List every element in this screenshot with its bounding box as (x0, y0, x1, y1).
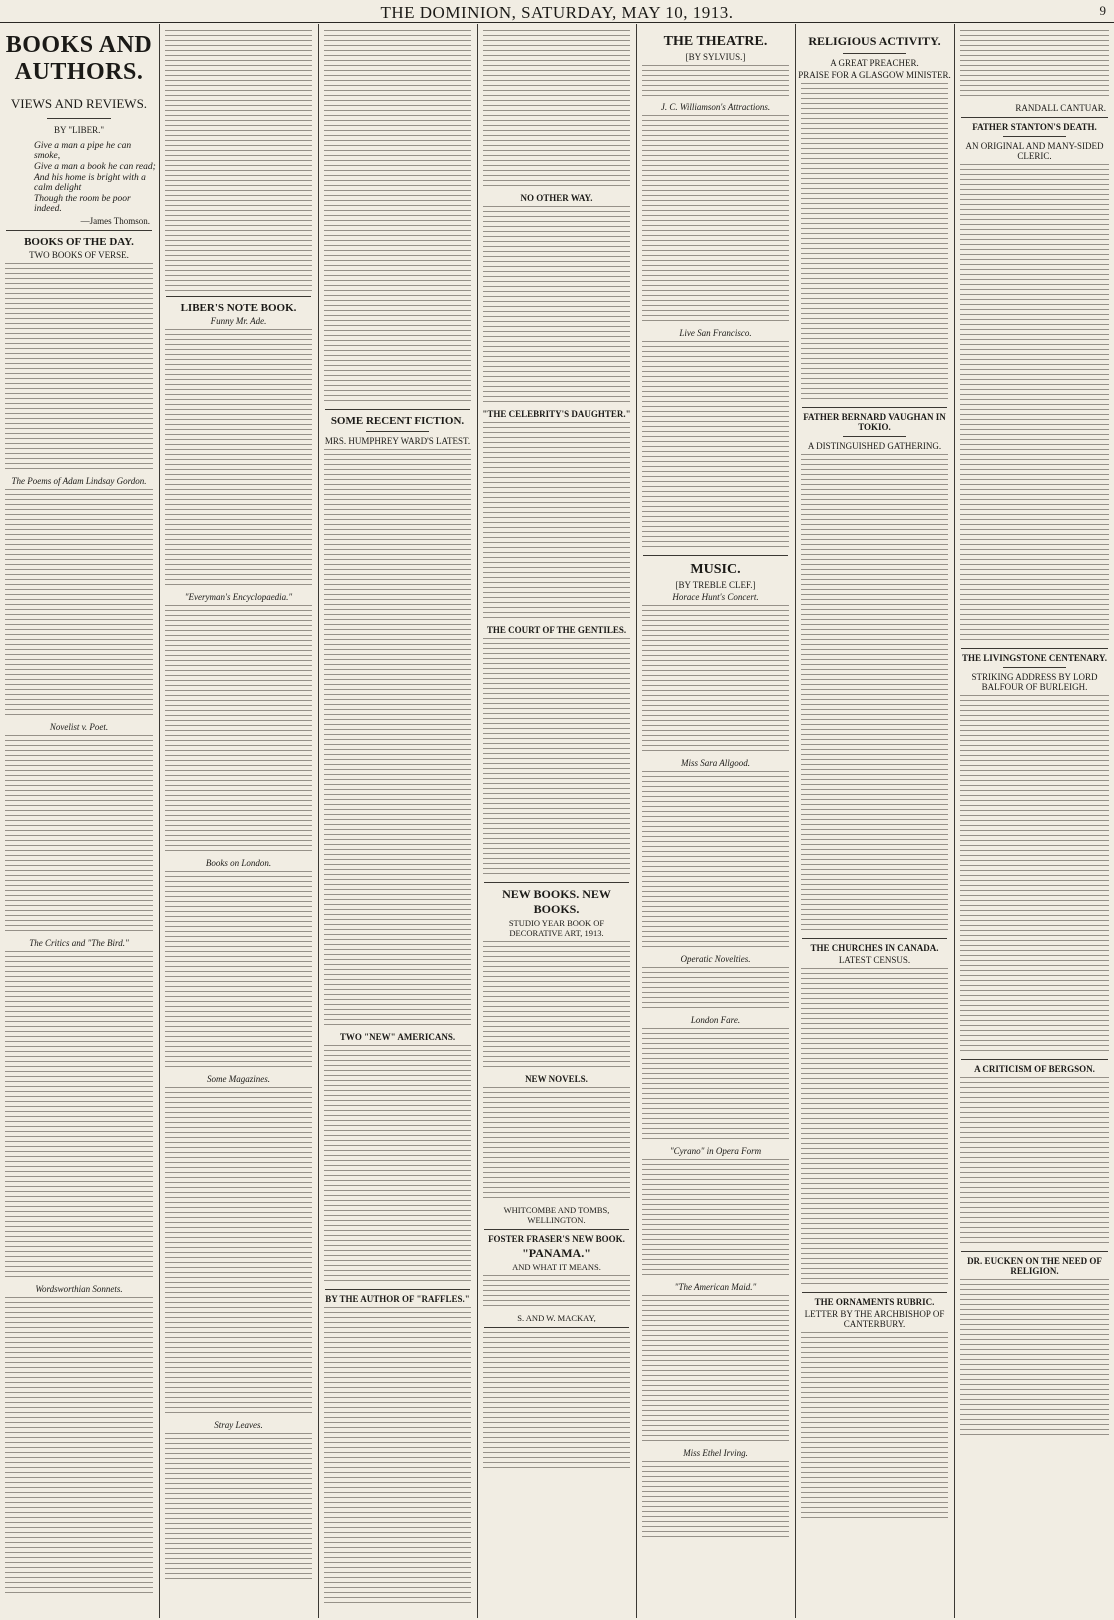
section-title: SOME RECENT FICTION. (330, 415, 465, 427)
subheading: Operatic Novelties. (680, 954, 751, 964)
ad-publisher: S. AND W. MACKAY, (517, 1313, 596, 1323)
subheading: Miss Sara Allgood. (680, 758, 751, 768)
subheading: Live San Francisco. (679, 328, 752, 338)
section-subheading: VIEWS AND REVIEWS. (10, 96, 148, 111)
article-body (483, 638, 630, 878)
article-body (483, 206, 630, 406)
article-body (801, 1332, 948, 1522)
subheading: The Poems of Adam Lindsay Gordon. (11, 476, 147, 486)
ad-body (483, 1087, 630, 1202)
epigraph-poem (0, 141, 158, 214)
subheading: THE COURT OF THE GENTILES. (486, 625, 627, 635)
subheading: LETTER BY THE ARCHBISHOP OF CANTERBURY. (804, 1309, 945, 1329)
subheading: LATEST CENSUS. (838, 955, 911, 965)
article-body (801, 83, 948, 403)
article-body (483, 422, 630, 622)
subheading: The Critics and "The Bird." (29, 938, 129, 948)
subheading: A GREAT PREACHER. (830, 58, 919, 68)
section-sub: TWO BOOKS OF VERSE. (29, 250, 129, 260)
subheading: "The American Maid." (674, 1282, 757, 1292)
article-body (165, 871, 312, 1071)
column-1 (0, 24, 158, 1618)
article-body (483, 30, 630, 190)
subheading: THE CHURCHES IN CANADA. (810, 943, 939, 953)
poem-attribution: —James Thomson. (80, 216, 150, 226)
section-heading: BOOKS AND AUTHORS. (5, 32, 153, 85)
article-body (5, 489, 153, 719)
byline: [BY SYLVIUS.] (685, 52, 746, 62)
section-title: THE THEATRE. (663, 34, 768, 49)
subheading: London Fare. (690, 1015, 741, 1025)
article-body (5, 735, 153, 935)
subheading: "Everyman's Encyclopaedia." (184, 592, 293, 602)
signature-attribution: RANDALL CANTUAR. (1015, 103, 1106, 113)
article-body (801, 968, 948, 1288)
column-7 (955, 24, 1114, 1618)
subheading: NO OTHER WAY. (520, 193, 593, 203)
ad-subheader: NEW NOVELS. (525, 1074, 588, 1084)
poem-line: And his home is bright with a calm delight (34, 173, 146, 193)
subheading: Funny Mr. Ade. (210, 316, 267, 326)
article-body (642, 771, 789, 951)
article-body (165, 329, 312, 589)
ad-publisher: WHITCOMBE AND TOMBS, WELLINGTON. (503, 1205, 610, 1225)
article-body (324, 1045, 471, 1285)
article-body (642, 967, 789, 1012)
article-body (165, 30, 312, 292)
ad-header: NEW BOOKS. NEW BOOKS. (502, 887, 611, 916)
subheading: STRIKING ADDRESS BY LORD BALFOUR OF BURLEIGH. (971, 672, 1098, 692)
byline: [BY TREBLE CLEF.] (675, 580, 756, 590)
article-body (5, 951, 153, 1281)
advertisement-fraser (478, 1234, 635, 1323)
article-body (165, 1433, 312, 1583)
page-number: 9 (1099, 3, 1106, 18)
masthead (0, 0, 1114, 23)
ad-header: FOSTER FRASER'S NEW BOOK. (488, 1234, 625, 1244)
poem-line: Though the room be poor indeed. (34, 194, 131, 214)
article-body (960, 1077, 1109, 1247)
article-body (642, 1295, 789, 1445)
article-body (642, 1028, 789, 1143)
subheading: FATHER STANTON'S DEATH. (972, 122, 1097, 132)
subheading: "Cyrano" in Opera Form (669, 1146, 762, 1156)
article-body (5, 1297, 153, 1597)
article-body (642, 605, 789, 755)
ad-body (483, 1275, 630, 1310)
article-body (801, 454, 948, 934)
article-body (5, 263, 153, 473)
article-body (960, 1279, 1109, 1439)
subheading: Miss Ethel Irving. (683, 1448, 748, 1458)
byline: BY "LIBER." (53, 125, 104, 135)
article-body (324, 449, 471, 1029)
subheading: Novelist v. Poet. (49, 722, 109, 732)
article-body (324, 1307, 471, 1607)
article-body (960, 164, 1109, 644)
column-5 (637, 24, 794, 1618)
article-body (165, 1087, 312, 1417)
subheading: "THE CELEBRITY'S DAUGHTER." (482, 409, 631, 419)
column-3 (319, 24, 476, 1618)
article-body (642, 1461, 789, 1541)
article-body (642, 1159, 789, 1279)
article-body (642, 341, 789, 551)
subheading: Books on London. (205, 858, 272, 868)
section-title: LIBER'S NOTE BOOK. (180, 302, 297, 314)
article-body (642, 115, 789, 325)
subheading: Wordsworthian Sonnets. (35, 1284, 123, 1294)
subheading: Stray Leaves. (214, 1420, 263, 1430)
subheading: A CRITICISM OF BERGSON. (974, 1064, 1095, 1074)
subheading: TWO "NEW" AMERICANS. (339, 1032, 456, 1042)
subheading: FATHER BERNARD VAUGHAN IN TOKIO. (803, 412, 946, 432)
article-body (165, 605, 312, 855)
subheading: A DISTINGUISHED GATHERING. (807, 441, 942, 451)
poem-line: Give a man a book he can read; (34, 162, 156, 172)
article-body (960, 30, 1109, 100)
subheading: BY THE AUTHOR OF "RAFFLES." (325, 1294, 470, 1304)
section-title: MUSIC. (690, 562, 741, 577)
masthead-title: THE DOMINION, SATURDAY, MAY 10, 1913. (380, 3, 734, 22)
subheading: DR. EUCKEN ON THE NEED OF RELIGION. (967, 1256, 1102, 1276)
subheading: Some Magazines. (207, 1074, 270, 1084)
subheading: Horace Hunt's Concert. (672, 592, 759, 602)
section-title: BOOKS OF THE DAY. (24, 236, 134, 248)
ad-title: "PANAMA." (522, 1246, 591, 1260)
ad-subtitle: AND WHAT IT MEANS. (512, 1262, 601, 1272)
subheading: THE LIVINGSTONE CENTENARY. (962, 653, 1107, 663)
poem-line: Give a man a pipe he can smoke, (34, 141, 132, 161)
ad-item: STUDIO YEAR BOOK OF DECORATIVE ART, 1913. (508, 918, 605, 938)
advertisement-new-books (478, 887, 635, 1225)
subheading: AN ORIGINAL AND MANY-SIDED CLERIC. (965, 141, 1104, 161)
subheading: PRAISE FOR A GLASGOW MINISTER. (798, 70, 951, 80)
subheading: J. C. Williamson's Attractions. (660, 102, 771, 112)
article-body (324, 30, 471, 405)
article-body (960, 695, 1109, 1055)
subheading: THE ORNAMENTS RUBRIC. (814, 1297, 935, 1307)
section-title: RELIGIOUS ACTIVITY. (808, 34, 941, 48)
column-4 (478, 24, 635, 1618)
article-body (642, 65, 789, 99)
column-2 (160, 24, 317, 1618)
ad-body (483, 941, 630, 1071)
section-sub: MRS. HUMPHREY WARD'S LATEST. (324, 436, 471, 446)
ad-body (483, 1332, 630, 1472)
column-6 (796, 24, 953, 1618)
